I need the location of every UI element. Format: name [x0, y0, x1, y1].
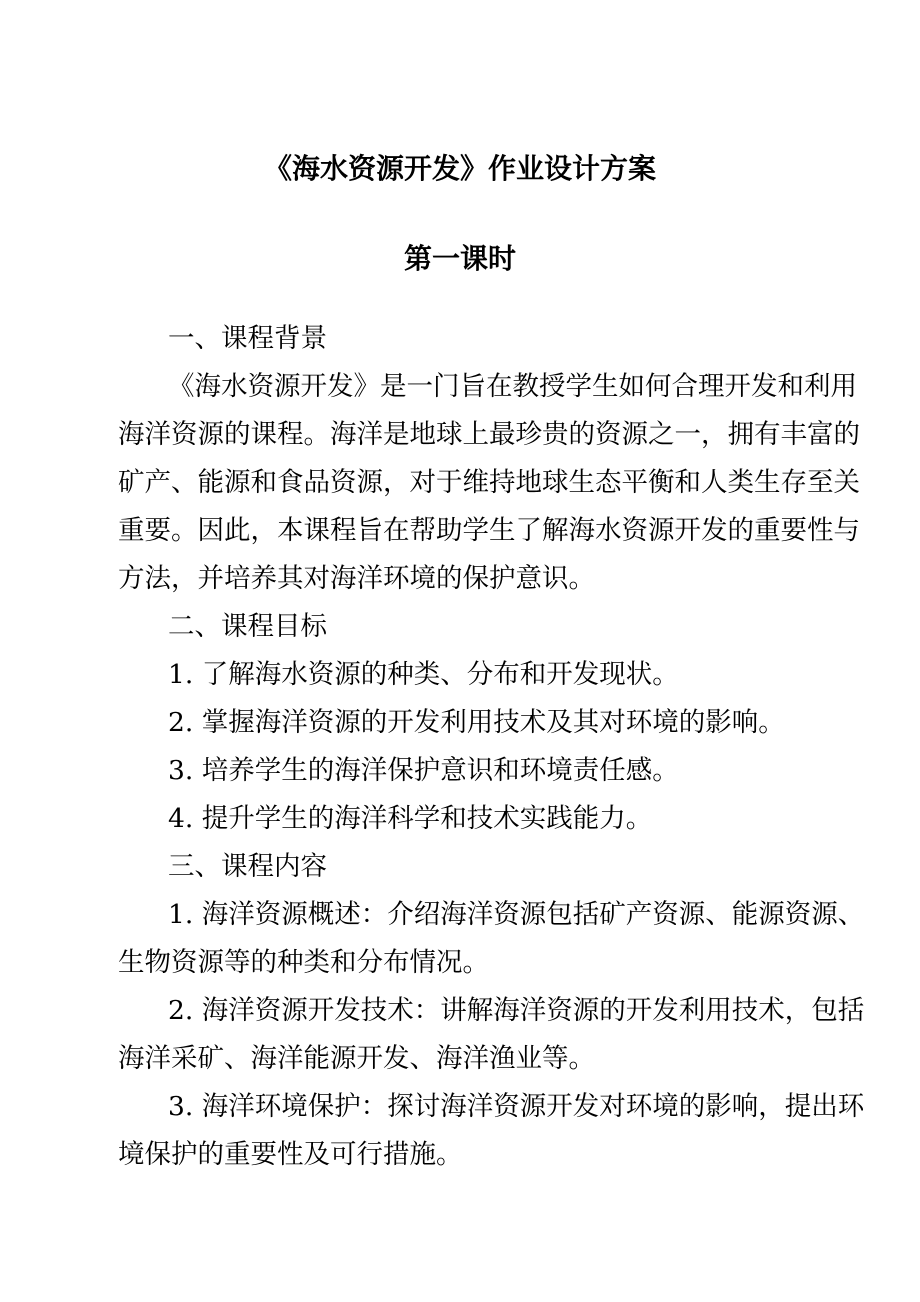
content-item-line: 生物资源等的种类和分布情况。 — [118, 947, 489, 978]
section-heading-goals: 二、课程目标 — [168, 611, 327, 642]
goal-item: 4. 提升学生的海洋科学和技术实践能力。 — [168, 803, 653, 834]
section-heading-background: 一、课程背景 — [168, 323, 327, 354]
content-item-line: 海洋采矿、海洋能源开发、海洋渔业等。 — [118, 1043, 595, 1074]
paragraph-line: 矿产、能源和食品资源，对于维持地球生态平衡和人类生存至关 — [118, 467, 860, 498]
goal-item: 2. 掌握海洋资源的开发利用技术及其对环境的影响。 — [168, 707, 785, 738]
content-item-line: 3. 海洋环境保护：探讨海洋资源开发对环境的影响，提出环 — [168, 1091, 865, 1122]
content-item-line: 2. 海洋资源开发技术：讲解海洋资源的开发利用技术，包括 — [168, 995, 865, 1026]
goal-item: 3. 培养学生的海洋保护意识和环境责任感。 — [168, 755, 679, 786]
paragraph-line: 《海水资源开发》是一门旨在教授学生如何合理开发和利用 — [168, 371, 857, 402]
paragraph-line: 重要。因此，本课程旨在帮助学生了解海水资源开发的重要性与 — [118, 515, 860, 546]
content-item-line: 1. 海洋资源概述：介绍海洋资源包括矿产资源、能源资源、 — [168, 899, 865, 930]
content-item-line: 境保护的重要性及可行措施。 — [118, 1139, 463, 1170]
paragraph-line: 海洋资源的课程。海洋是地球上最珍贵的资源之一，拥有丰富的 — [118, 419, 860, 450]
paragraph-line: 方法，并培养其对海洋环境的保护意识。 — [118, 563, 595, 594]
goal-item: 1. 了解海水资源的种类、分布和开发现状。 — [168, 659, 679, 690]
section-heading-content: 三、课程内容 — [168, 851, 327, 882]
document-title: 《海水资源开发》作业设计方案 — [263, 152, 656, 185]
lesson-title: 第一课时 — [403, 242, 516, 275]
